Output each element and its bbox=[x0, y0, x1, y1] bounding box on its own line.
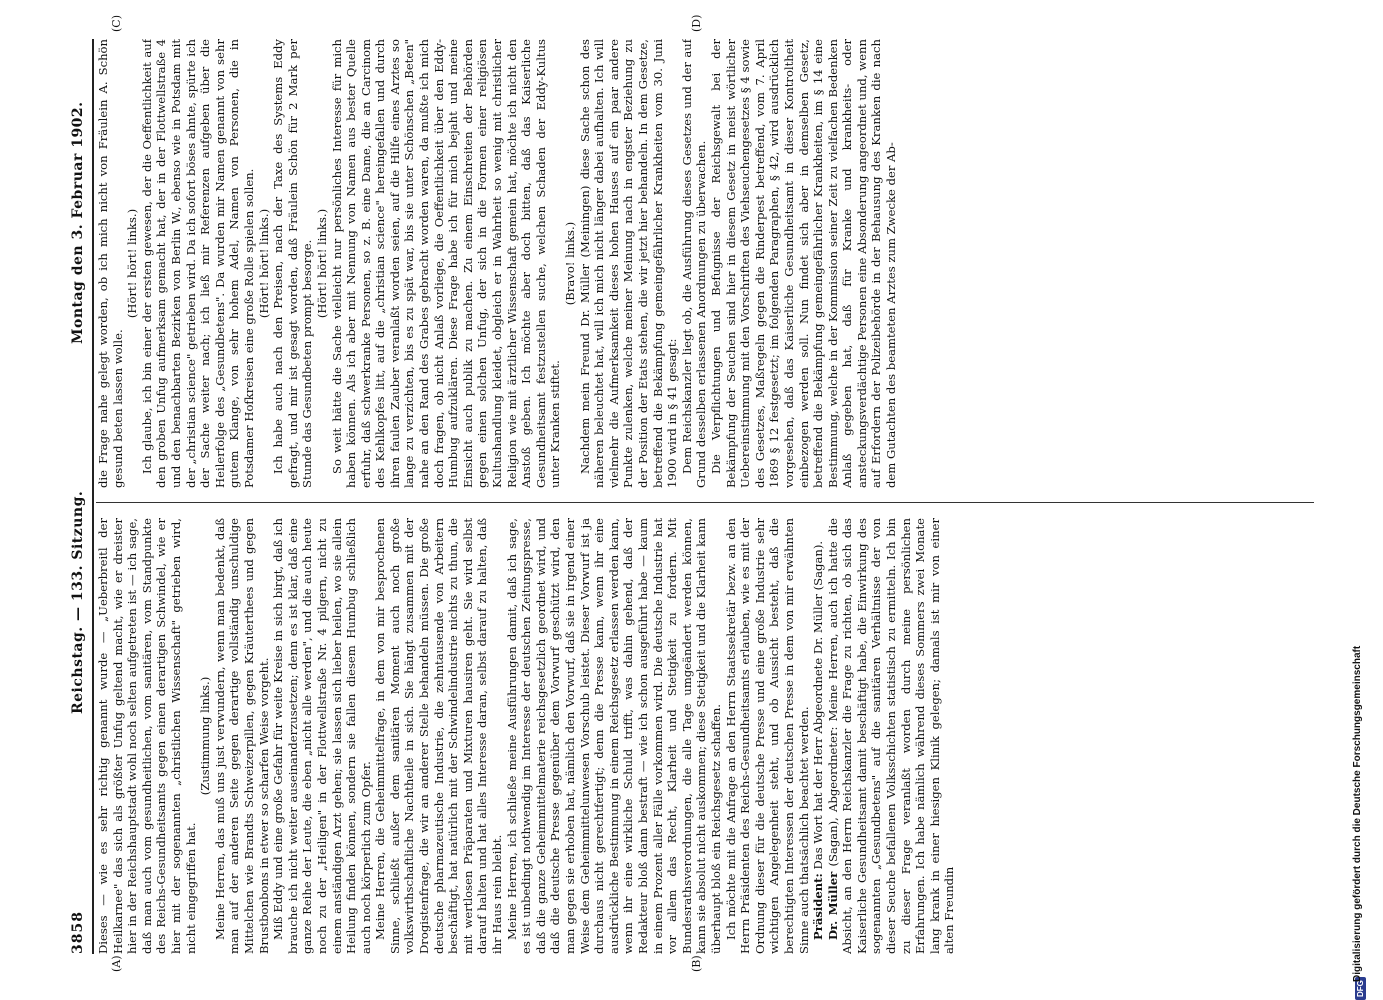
page-header bbox=[66, 39, 92, 954]
margin-marker-a: (A) bbox=[110, 955, 123, 972]
paragraph: Präsident: Das Wort hat der Herr Abgeordnete Dr. Müller (Sagan). bbox=[811, 540, 826, 940]
left-text-column bbox=[96, 518, 1314, 954]
paragraph: Miß Eddy und eine große Gefahr für weite Kreise in sich birgt, daß ich brauche ich nicht weiter auseinanderzusetzen; denn es ist klar, daß eine ganze Reihe der Leute, die eben „nicht alle werden", und die auch heute noch zu der „Heiligen" in der Flottwellstraße Nr. 4 pilgern, nicht zu einem anständigen Arzt gehen; sie lassen sich lieber heilen, wo sie allein Heilung finden können, sondern sie fallen diesem Humbug schließlich auch noch körperlich zum Opfer. bbox=[271, 518, 373, 954]
paragraph: (Zustimmung links.) bbox=[198, 676, 213, 796]
speaker-label: Präsident: bbox=[811, 873, 826, 940]
paragraph: So weit hätte die Sache vielleicht nur persönliches Interesse für mich haben können. Als ich aber mit Nennung von Namen aus bester Quelle erfuhr, daß schwerkranke Personen, so z. B. eine Dame, die an Carcinom des Kehlkopfes litt, auf die „christian science" hereingefallen und durch ihren faulen Zauber veranlaßt worden seien, auf die Hilfe eines Arztes so lange zu verzichten, bis es zu spät war, bis sie unter Schönschen „Beten" nahe an den Rand des Grabes gebracht worden waren, da mußte ich mich doch fragen, ob nicht Anlaß vorliege, die Oeffentlichkeit über den Eddy-Humbug aufzuklären. Diese Frage habe ich für mich bejaht und meine Einsicht auch publik zu machen. Zu einem Einschreiten der Behörden gegen einen solchen Unfug, der sich in die Formen einer religiösen Kultushandlung kleidet, obgleich er in Wahrheit so wenig mit christlicher Religion wie mit ärztlicher Wissenschaft gemein hat, möchte ich nicht den Anstoß geben. Ich möchte aber doch bitten, daß das Kaiserliche Gesundheitsamt festzustellen suche, welchen Schaden der Eddy-Kultus unter Kranken stiftet. bbox=[329, 39, 563, 488]
margin-marker-b: (B) bbox=[690, 955, 703, 972]
paragraph: Die Verpflichtungen und Befugnisse der Reichsgewalt bei der Bekämpfung der Seuchen sind hier in diesem Gesetz in meist wörtlicher Uebereinstimmung mit den Vorschriften des Viehseuchengesetzes § 4 sowie des Gesetzes, Maßregeln gegen die Rinderpest betreffend, vom 7. April 1869 § 12 festgesetzt; im folgenden Paragraphen, § 42, wird ausdrücklich vorgesehen, daß das Kaiserliche Gesundheitsamt in dieser Kontroltheit einbezogen werden soll. Nun findet sich aber in demselben Gesetz, betreffend die Bekämpfung gemeingefährlicher Krankheiten, im § 14 eine Bestimmung, welche in der Kommission seiner Zeit zu vielfachen Bedenken Anlaß gegeben hat, daß für Kranke und krankheits- oder ansteckungsverdächtige Personen eine Absonderung angeordnet und, wenn auf Erfordern der Polizeibehörde in der Behausung des Kranken die nach dem Gutachten des beamteten Arztes zum Zwecke der Ab- bbox=[708, 39, 899, 488]
paragraph: Ich möchte mit die Anfrage an den Herrn Staatssekretär bezw. an den Herrn Präsidenten des Reichs-Gesundheitsamts erlauben, wie es mit der Ordnung dieser für die deutsche Presse und eine große Industrie sehr wichtigen Angelegenheit steht, und ob Aussicht besteht, daß die berechtigten Interessen der deutschen Presse in dem von mir erwähnten Sinne auch thatsächlich beachtet werden. bbox=[723, 518, 811, 954]
page-number: 3858 bbox=[70, 911, 86, 954]
margin-marker-c: (C) bbox=[110, 15, 123, 32]
header-rule bbox=[92, 39, 94, 954]
paragraph: Dem Reichskanzler liegt ob, die Ausführung dieses Gesetzes und der auf Grund desselben erlassenen Anordnungen zu überwachen. bbox=[679, 39, 709, 488]
right-text-column bbox=[96, 39, 1314, 488]
paragraph: Meine Herren, ich schließe meine Ausführungen damit, daß ich sage, es ist unbedingt nothwendig im Interesse der deutschen Zeitungspresse, daß die ganze Geheimmittelmaterie reichsgesetzlich geordnet wird, und daß die deutsche Presse gegenüber dem Vorwurf geschützt wird, den man gegen sie erhoben hat, nämlich den Vorwurf, daß sie in irgend einer Weise dem Geheimmittelunwesen Vorschub leistet. Dieser Vorwurf ist ja durchaus nicht gerechtfertigt; denn die Presse kann, wenn ihr eine ausdrückliche Bestimmung in einem Reichsgesetz erlassen werden kann, wenn ihr eine wirkliche Schuld trifft, was dahin gehend, daß der Redakteur bloß dann bestraft — wie ich schon ausgeführt habe — kaum in einem Prozent aller Fälle vorkommen wird. Die deutsche Industrie hat vor allem das Recht, Klarheit und Stetigkeit zu fordern. Mit Bundesrathsverordnungen, die alle Tage umgeändert werden können, kann sie absolut nicht auskommen; diese Stetigkeit und die Klarheit kann überhaupt bloß ein Reichsgesetz schaffen. bbox=[504, 518, 723, 954]
digitization-note: Digitalisierung gefördert durch die Deutsche Forschungsgemeinschaft bbox=[1352, 645, 1363, 982]
margin-marker-d: (D) bbox=[690, 14, 703, 32]
paragraph: (Hört! hört! links.) bbox=[314, 208, 329, 319]
paragraph: Dr. Müller (Sagan), Abgeordneter: Meine Herren, auch ich hatte die Absicht, an den Herrn Reichskanzler die Frage zu richten, ob sich das Kaiserliche Gesundheitsamt damit beschäftigt habe, die Einwirkung des sogenannten „Gesundbetens" auf die sanitären Verhältnisse der von dieser Seuche befallenen Volksschichten statistisch zu ermitteln. Ich bin zu dieser Frage veranlaßt worden durch meine persönlichen Erfahrungen. Ich habe nämlich während dieses Sommers zwei Monate lang krank in einer hiesigen Klinik gelegen; damals ist mir von einer alten Freundin bbox=[825, 518, 957, 954]
speaker-label: Dr. Müller bbox=[825, 871, 840, 940]
paragraph: (Hört! hört! links.) bbox=[256, 208, 271, 319]
paragraph: die Frage nahe gelegt worden, ob ich mich nicht von Fräulein A. Schön gesund beten lassen wolle. bbox=[96, 39, 125, 488]
paragraph: Nachdem mein Freund Dr. Müller (Meiningen) diese Sache schon des näheren beleuchtet hat, will ich mich nicht länger dabei aufhalten. Ich will vielmehr die Aufmerksamkeit dieses hohen Hauses auf ein paar andere Punkte zulenken, welche meiner Meinung nach in engster Beziehung zu der Position der Etats stehen, die wir jetzt hier behandeln. In dem Gesetze, betreffend die Bekämpfung gemeingefährlicher Krankheiten vom 30. Juni 1900 wird in § 41 gesagt: bbox=[577, 39, 680, 488]
paragraph: Meine Herren, die Geheimmittelfrage, in dem von mir besprochenen Sinne, schließt außer dem sanitären Moment auch noch große volkswirthschaftliche Nachtheile in sich. Sie hängt zusammen mit der Drogistenfrage, die wir an anderer Stelle behandeln müssen. Die große deutsche pharmazeutische Industrie, die zehntausende von Arbeitern beschäftigt, hat natürlich mit der Schwindelindustrie nichts zu thun, die mit wertlosen Präparaten und Mixturen hausiren geht. Sie wird selbst darauf halten und hat alles Interesse daran, selbst darauf zu halten, daß ihr Haus rein bleibt. bbox=[373, 518, 505, 954]
paragraph: Ich habe auch nach den Preisen, nach der Taxe des Systems Eddy gefragt, und mir ist gesagt worden, daß Fräulein Schön für 2 Mark per Stunde das Gesundbeten prompt besorge. bbox=[271, 39, 315, 488]
paragraph: (Bravo! links.) bbox=[563, 221, 577, 306]
column-divider bbox=[96, 502, 1314, 503]
paragraph: Ich glaube, ich bin einer der ersten gewesen, der die Oeffentlichkeit auf den groben Unfug aufmerksam gemacht hat, der in der Flottwellstraße 4 und den benachbarten Bezirken von Berlin W., ebenso wie in Potsdam mit der „christian science" getrieben wird. Da ich sofort böses ahnte, spürte ich der Sache weiter nach; ich ließ mir Referenzen aufgeben über die Heilerfolge des „Gesundbetens". Da wurden mir Namen genannt von sehr gutem Klange, von sehr hohem Adel, Namen von Personen, die in Potsdamer Hofkreisen eine große Rolle spielen sollen. bbox=[139, 39, 256, 488]
paragraph: Meine Herren, das muß uns just verwundern, wenn man bedenkt, daß man auf der anderen Seite gegen derartige vollständig unschuldige Mittelchen wie Brandts Schweizerpillen, gegen Kräuterthees und gegen Brustbonbons in etwer so scharfen Weise vorgeht. bbox=[212, 518, 271, 954]
running-title-left: Reichstag. — 133. Sitzung. bbox=[70, 490, 86, 714]
running-title-right: Montag den 3. Februar 1902. bbox=[70, 101, 86, 344]
dfg-logo: DFG bbox=[1355, 977, 1366, 1000]
paragraph: Dieses — wie es sehr richtig genannt wurde — „Ueberbreitl der Heilkarnee" das sich als größter Unfug geltend macht, wie er dreister hier in der Reichshauptstadt wohl noch selten aufgetreten ist — ich sage, daß man auch vom gesundheitlichen, vom sanitären, vom Standpunkte des Reichs-Gesundheitsamts gegen einen derartigen Schwindel, wie er hier mit der sogenannten „christlichen Wissenschaft" getrieben wird, nicht eingegriffen hat. bbox=[96, 518, 198, 954]
paragraph: (Hört! hört! links.) bbox=[125, 208, 140, 319]
